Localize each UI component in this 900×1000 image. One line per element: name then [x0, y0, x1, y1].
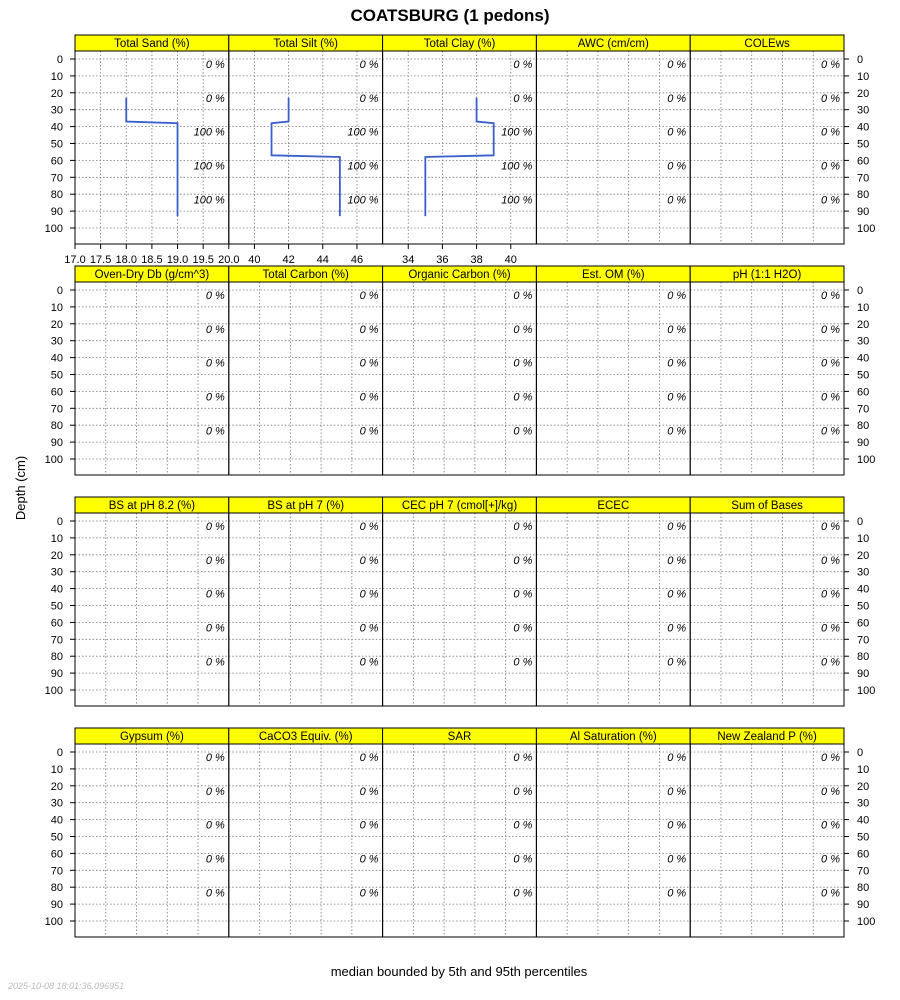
y-tick-label: 90: [857, 206, 870, 219]
y-tick-label: 50: [857, 831, 870, 844]
panel: [383, 266, 537, 475]
percent-label: 0 %: [667, 194, 687, 207]
percent-label: 100 %: [347, 126, 379, 139]
percent-label: 0 %: [205, 59, 225, 72]
panel-frame: [690, 51, 844, 244]
panel-frame: [229, 282, 383, 475]
y-tick-label: 30: [857, 566, 870, 579]
x-tick-label: 40: [504, 254, 517, 266]
percent-label: 0 %: [821, 160, 840, 173]
x-tick-label: 17.0: [64, 254, 86, 266]
percent-label: 0 %: [205, 622, 225, 635]
percent-label: 0 %: [359, 425, 379, 438]
percent-label: 0 %: [667, 853, 687, 866]
panel-title: Oven-Dry Db (g/cm^3): [94, 269, 210, 281]
y-tick-label: 50: [50, 600, 63, 613]
panel: [536, 497, 690, 706]
percent-label: 0 %: [821, 656, 840, 669]
percent-label: 0 %: [821, 887, 840, 900]
y-tick-label: 40: [857, 121, 870, 134]
y-tick-label: 70: [857, 172, 870, 185]
panel: [383, 35, 537, 266]
panel-frame: [536, 51, 690, 244]
y-tick-label: 20: [857, 780, 870, 793]
percent-label: 0 %: [513, 785, 533, 798]
y-tick-label: 100: [857, 916, 876, 928]
y-tick-label: 0: [56, 285, 63, 297]
percent-label: 0 %: [821, 126, 840, 139]
y-tick-label: 10: [50, 70, 63, 83]
x-tick-label: 18.0: [115, 254, 137, 266]
y-tick-label: 40: [50, 583, 63, 596]
y-tick-label: 0: [857, 285, 864, 297]
y-tick-label: 70: [857, 865, 870, 878]
panel: [45, 35, 240, 266]
panel-title: AWC (cm/cm): [577, 38, 649, 50]
panel-title: Al Saturation (%): [569, 731, 657, 743]
percent-label: 0 %: [359, 887, 379, 900]
percent-label: 0 %: [359, 622, 379, 635]
median-profile-line: [425, 98, 493, 216]
panel-title: Total Silt (%): [273, 38, 338, 50]
y-tick-label: 10: [50, 763, 63, 776]
y-tick-label: 100: [857, 454, 876, 466]
panel: [383, 728, 537, 937]
panel-frame: [75, 282, 229, 475]
panel-title: Sum of Bases: [731, 500, 803, 512]
y-tick-label: 70: [50, 634, 63, 647]
y-tick-label: 0: [857, 54, 864, 66]
panel-title: CaCO3 Equiv. (%): [258, 731, 353, 743]
y-tick-label: 80: [857, 651, 870, 664]
y-tick-label: 20: [50, 780, 63, 793]
panel: [536, 266, 690, 475]
panel: [690, 497, 875, 706]
percent-label: 0 %: [667, 622, 687, 635]
percent-label: 100 %: [347, 194, 379, 207]
percent-label: 0 %: [205, 853, 225, 866]
y-tick-label: 20: [857, 549, 870, 562]
y-tick-label: 60: [857, 386, 870, 399]
percent-label: 0 %: [821, 357, 840, 370]
x-tick-label: 18.5: [141, 254, 163, 266]
percent-label: 0 %: [205, 521, 225, 534]
y-tick-label: 50: [857, 138, 870, 151]
percent-label: 100 %: [193, 126, 225, 139]
percent-label: 0 %: [359, 554, 379, 567]
y-tick-label: 10: [857, 301, 870, 314]
y-tick-label: 80: [857, 882, 870, 895]
panel-title: CEC pH 7 (cmol[+]/kg): [401, 500, 518, 512]
percent-label: 0 %: [205, 391, 225, 404]
median-profile-line: [272, 98, 340, 216]
y-tick-label: 100: [857, 685, 876, 697]
panel-title: Organic Carbon (%): [408, 269, 511, 281]
panel-title: Total Sand (%): [114, 38, 190, 50]
panel: [229, 35, 383, 266]
panel: [536, 728, 690, 937]
percent-label: 0 %: [667, 588, 687, 601]
percent-label: 0 %: [359, 290, 379, 303]
panel: [690, 728, 875, 937]
panel-title: Gypsum (%): [119, 731, 184, 743]
y-tick-label: 20: [857, 87, 870, 100]
y-tick-label: 80: [857, 189, 870, 202]
panel: [690, 35, 875, 244]
percent-label: 0 %: [359, 588, 379, 601]
percent-label: 0 %: [359, 92, 379, 105]
y-tick-label: 70: [50, 403, 63, 416]
panel-title: COLEws: [744, 38, 790, 50]
percent-label: 0 %: [821, 622, 840, 635]
panel-frame: [229, 744, 383, 937]
percent-label: 0 %: [513, 752, 533, 765]
percent-label: 0 %: [513, 887, 533, 900]
percent-label: 0 %: [667, 323, 687, 336]
y-tick-label: 90: [50, 206, 63, 219]
y-tick-label: 80: [50, 651, 63, 664]
percent-label: 0 %: [205, 323, 225, 336]
y-tick-label: 20: [50, 87, 63, 100]
y-tick-label: 0: [56, 747, 63, 759]
percent-label: 0 %: [513, 554, 533, 567]
y-tick-label: 20: [857, 318, 870, 331]
y-tick-label: 80: [50, 420, 63, 433]
panel-frame: [75, 513, 229, 706]
percent-label: 0 %: [821, 853, 840, 866]
x-tick-label: 19.5: [192, 254, 214, 266]
panel: [45, 497, 229, 706]
percent-label: 100 %: [193, 160, 225, 173]
y-tick-label: 20: [50, 318, 63, 331]
y-tick-label: 60: [50, 386, 63, 399]
y-tick-label: 50: [857, 369, 870, 382]
y-tick-label: 40: [857, 814, 870, 827]
y-tick-label: 70: [857, 634, 870, 647]
panel-title: ECEC: [597, 500, 630, 512]
percent-label: 0 %: [205, 752, 225, 765]
y-tick-label: 60: [50, 617, 63, 630]
percent-label: 100 %: [347, 160, 379, 173]
panel-frame: [690, 513, 844, 706]
percent-label: 0 %: [205, 887, 225, 900]
y-tick-label: 80: [857, 420, 870, 433]
panel: [383, 497, 537, 706]
panel-title: pH (1:1 H2O): [732, 269, 802, 281]
y-tick-label: 90: [857, 899, 870, 912]
percent-label: 0 %: [821, 819, 840, 832]
percent-label: 0 %: [667, 819, 687, 832]
y-tick-label: 70: [50, 172, 63, 185]
percent-label: 0 %: [667, 92, 687, 105]
y-tick-label: 90: [50, 899, 63, 912]
percent-label: 0 %: [513, 521, 533, 534]
y-tick-label: 30: [857, 797, 870, 810]
panel: [690, 266, 875, 475]
x-tick-label: 38: [470, 254, 483, 266]
panel-frame: [75, 744, 229, 937]
percent-label: 0 %: [205, 554, 225, 567]
y-tick-label: 10: [50, 532, 63, 545]
percent-label: 0 %: [667, 160, 687, 173]
percent-label: 0 %: [513, 357, 533, 370]
percent-label: 0 %: [667, 554, 687, 567]
percent-label: 0 %: [667, 357, 687, 370]
percent-label: 0 %: [821, 290, 840, 303]
percent-label: 100 %: [501, 126, 533, 139]
timestamp: 2025-10-08 18:01:36.096951: [8, 981, 125, 991]
percent-label: 0 %: [359, 785, 379, 798]
panel-frame: [536, 744, 690, 937]
percent-label: 0 %: [513, 391, 533, 404]
percent-label: 0 %: [205, 785, 225, 798]
y-tick-label: 100: [44, 454, 63, 466]
y-tick-label: 60: [50, 848, 63, 861]
panel-frame: [383, 51, 537, 244]
x-tick-label: 42: [282, 254, 295, 266]
y-tick-label: 90: [857, 668, 870, 681]
panel: [229, 728, 383, 937]
panel-title: Est. OM (%): [581, 269, 645, 281]
y-tick-label: 0: [857, 516, 864, 528]
percent-label: 0 %: [359, 521, 379, 534]
panel-frame: [383, 282, 537, 475]
y-tick-label: 60: [857, 155, 870, 168]
x-tick-label: 17.5: [89, 254, 112, 266]
y-tick-label: 10: [857, 532, 870, 545]
percent-label: 0 %: [205, 819, 225, 832]
percent-label: 0 %: [359, 59, 379, 72]
panel-title: BS at pH 7 (%): [267, 500, 345, 512]
percent-label: 0 %: [821, 752, 840, 765]
percent-label: 0 %: [513, 819, 533, 832]
y-tick-label: 100: [44, 223, 63, 235]
panel: [229, 497, 383, 706]
percent-label: 0 %: [205, 656, 225, 669]
percent-label: 0 %: [667, 521, 687, 534]
percent-label: 0 %: [821, 92, 840, 105]
y-tick-label: 40: [50, 814, 63, 827]
percent-label: 0 %: [513, 59, 533, 72]
panel-frame: [690, 282, 844, 475]
x-tick-label: 40: [248, 254, 261, 266]
percent-label: 0 %: [359, 853, 379, 866]
x-tick-label: 20.0: [218, 254, 240, 266]
percent-label: 0 %: [667, 126, 687, 139]
y-tick-label: 60: [857, 617, 870, 630]
x-tick-label: 34: [402, 254, 415, 266]
panel-title: SAR: [447, 731, 472, 743]
percent-label: 0 %: [821, 323, 840, 336]
percent-label: 0 %: [667, 59, 687, 72]
percent-label: 100 %: [193, 194, 225, 207]
y-tick-label: 40: [50, 352, 63, 365]
percent-label: 0 %: [359, 752, 379, 765]
percent-label: 0 %: [667, 752, 687, 765]
x-tick-label: 36: [436, 254, 449, 266]
y-tick-label: 20: [50, 549, 63, 562]
y-tick-label: 50: [857, 600, 870, 613]
panel-frame: [229, 513, 383, 706]
percent-label: 0 %: [667, 785, 687, 798]
panel-grid: [45, 35, 876, 937]
chart-title: COATSBURG (1 pedons): [350, 6, 550, 25]
percent-label: 0 %: [513, 290, 533, 303]
percent-label: 0 %: [821, 59, 840, 72]
percent-label: 0 %: [513, 425, 533, 438]
panel: [45, 266, 229, 475]
percent-label: 0 %: [359, 323, 379, 336]
percent-label: 0 %: [821, 425, 840, 438]
x-tick-label: 46: [350, 254, 364, 266]
y-tick-label: 100: [857, 223, 876, 235]
y-tick-label: 30: [50, 335, 63, 348]
y-tick-label: 90: [857, 437, 870, 450]
y-tick-label: 30: [857, 335, 870, 348]
percent-label: 0 %: [513, 92, 533, 105]
x-tick-label: 44: [316, 254, 329, 266]
y-axis-label: Depth (cm): [13, 455, 28, 521]
panel-frame: [536, 282, 690, 475]
percent-label: 0 %: [667, 391, 687, 404]
panel-frame: [383, 513, 537, 706]
percent-label: 0 %: [359, 357, 379, 370]
percent-label: 0 %: [205, 290, 225, 303]
y-tick-label: 90: [50, 668, 63, 681]
panel-frame: [536, 513, 690, 706]
y-tick-label: 60: [857, 848, 870, 861]
y-tick-label: 60: [50, 155, 63, 168]
x-tick-label: 19.0: [166, 254, 189, 266]
percent-label: 0 %: [667, 290, 687, 303]
y-tick-label: 100: [44, 685, 63, 697]
y-tick-label: 30: [50, 566, 63, 579]
y-tick-label: 30: [50, 797, 63, 810]
y-tick-label: 10: [857, 763, 870, 776]
percent-label: 0 %: [821, 521, 840, 534]
y-tick-label: 80: [50, 189, 63, 202]
percent-label: 0 %: [205, 357, 225, 370]
percent-label: 0 %: [359, 819, 379, 832]
panel-frame: [690, 744, 844, 937]
panel-title: Total Carbon (%): [262, 269, 349, 281]
y-tick-label: 30: [857, 104, 870, 117]
y-tick-label: 0: [56, 516, 63, 528]
percent-label: 0 %: [359, 656, 379, 669]
y-tick-label: 50: [50, 831, 63, 844]
percent-label: 0 %: [205, 588, 225, 601]
percent-label: 0 %: [359, 391, 379, 404]
x-axis-label: median bounded by 5th and 95th percentiles: [330, 964, 588, 979]
percent-label: 0 %: [667, 656, 687, 669]
y-tick-label: 50: [50, 369, 63, 382]
y-tick-label: 70: [857, 403, 870, 416]
y-tick-label: 80: [50, 882, 63, 895]
panel-title: BS at pH 8.2 (%): [108, 500, 196, 512]
percent-label: 100 %: [501, 194, 533, 207]
percent-label: 0 %: [513, 853, 533, 866]
percent-label: 0 %: [205, 92, 225, 105]
panel-title: Total Clay (%): [423, 38, 496, 50]
percent-label: 0 %: [821, 588, 840, 601]
y-tick-label: 0: [56, 54, 63, 66]
percent-label: 0 %: [667, 425, 687, 438]
y-tick-label: 0: [857, 747, 864, 759]
panel-frame: [383, 744, 537, 937]
percent-label: 100 %: [501, 160, 533, 173]
panel: [229, 266, 383, 475]
panel-frame: [229, 51, 383, 244]
percent-label: 0 %: [821, 554, 840, 567]
percent-label: 0 %: [513, 622, 533, 635]
panel: [45, 728, 229, 937]
percent-label: 0 %: [667, 887, 687, 900]
y-tick-label: 10: [857, 70, 870, 83]
y-tick-label: 70: [50, 865, 63, 878]
y-tick-label: 10: [50, 301, 63, 314]
y-tick-label: 50: [50, 138, 63, 151]
y-tick-label: 40: [50, 121, 63, 134]
percent-label: 0 %: [821, 194, 840, 207]
y-tick-label: 90: [50, 437, 63, 450]
y-tick-label: 30: [50, 104, 63, 117]
percent-label: 0 %: [513, 656, 533, 669]
y-tick-label: 40: [857, 352, 870, 365]
percent-label: 0 %: [821, 391, 840, 404]
y-tick-label: 40: [857, 583, 870, 596]
panel-title: New Zealand P (%): [717, 731, 817, 743]
percent-label: 0 %: [513, 323, 533, 336]
percent-label: 0 %: [205, 425, 225, 438]
y-tick-label: 100: [44, 916, 63, 928]
panel: [536, 35, 690, 244]
percent-label: 0 %: [821, 785, 840, 798]
percent-label: 0 %: [513, 588, 533, 601]
